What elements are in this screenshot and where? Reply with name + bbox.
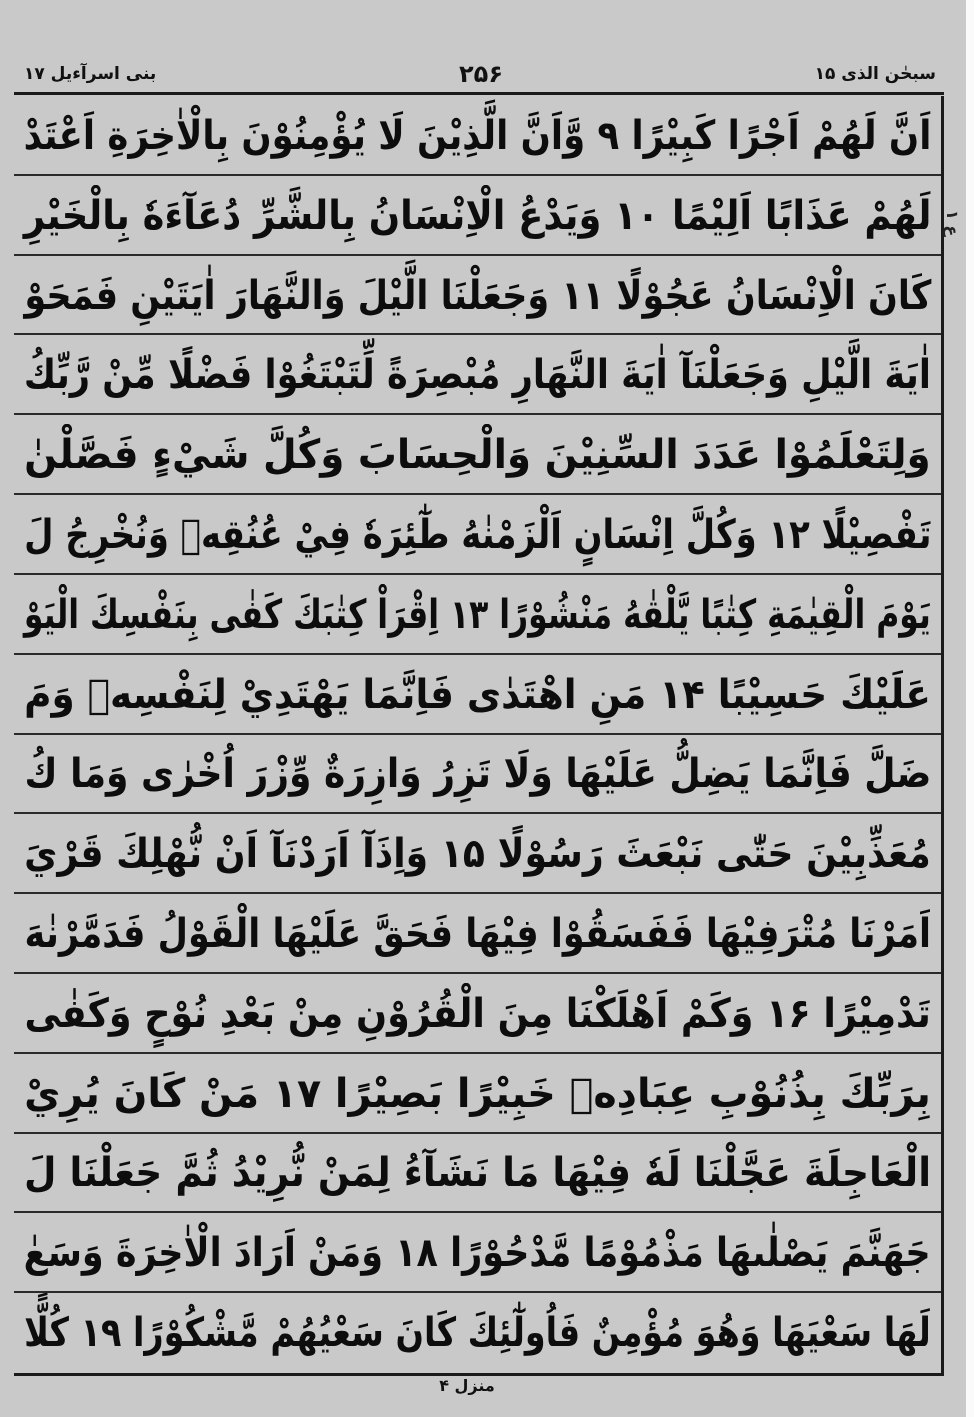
verse-line-4 [14, 335, 941, 415]
verse-line-6 [14, 495, 941, 575]
page-header [18, 60, 944, 90]
verse-text: يَوْمَ الْقِيٰمَةِ كِتٰبًا يَّلْقٰهُ مَنْشُوْرًا ۱۳ اِقْرَاْ كِتٰبَكَ كَفٰى بِنَفْسِكَ الْيَوْ [24, 591, 931, 638]
verse-text: ضَلَّ فَاِنَّمَا يَضِلُّ عَلَيْهَا وَلَا تَزِرُ وَازِرَةٌ وِّزْرَ اُخْرٰى وَمَا كُ [24, 751, 931, 798]
header-rule [14, 92, 944, 95]
verse-line-2 [14, 176, 941, 256]
verse-text: تَدْمِيْرًا ۱۶ وَكَمْ اَهْلَكْنَا مِنَ الْقُرُوْنِ مِنْ بَعْدِ نُوْحٍ وَكَفٰى [24, 990, 931, 1037]
verse-line-13 [14, 1054, 941, 1134]
surah-title: بنی اسرآءیل ۱۷ [24, 64, 157, 84]
verse-line-3 [14, 256, 941, 336]
page-number: ۲۵۶ [459, 60, 503, 88]
verse-line-11 [14, 894, 941, 974]
verse-lines [14, 96, 941, 1373]
verse-line-15 [14, 1213, 941, 1293]
verse-line-10 [14, 814, 941, 894]
verse-line-7 [14, 575, 941, 655]
verse-text: الْعَاجِلَةَ عَجَّلْنَا لَهٗ فِيْهَا مَا نَشَآءُ لِمَنْ نُّرِيْدُ ثُمَّ جَعَلْنَا لَ [23, 1150, 931, 1197]
verse-text: عَلَيْكَ حَسِيْبًا ۱۴ مَنِ اهْتَدٰى فَاِنَّمَا يَهْتَدِيْ لِنَفْسِهٖ وَمَ [24, 671, 931, 718]
verse-text: تَفْصِيْلًا ۱۲ وَكُلَّ اِنْسَانٍ اَلْزَمْنٰهُ طٰٓئِرَهٗ فِيْ عُنُقِهٖ وَنُخْرِجُ لَ [23, 511, 931, 558]
verse-text: بِرَبِّكَ بِذُنُوْبِ عِبَادِهٖ خَبِيْرًا بَصِيْرًا ۱۷ مَنْ كَانَ يُرِيْ [24, 1070, 931, 1117]
verse-text: اٰيَةَ الَّيْلِ وَجَعَلْنَآ اٰيَةَ النَّهَارِ مُبْصِرَةً لِّتَبْتَغُوْا فَضْلًا مِّنْ رَّبِّكُ [23, 352, 931, 399]
verse-text: كَانَ الْاِنْسَانُ عَجُوْلًا ۱۱ وَجَعَلْنَا الَّيْلَ وَالنَّهَارَ اٰيَتَيْنِ فَمَحَوْ [23, 272, 931, 319]
juz-title: سبحٰن الذی ۱۵ [814, 64, 936, 84]
verse-text: وَلِتَعْلَمُوْا عَدَدَ السِّنِيْنَ وَالْحِسَابَ وَكُلَّ شَيْءٍ فَصَّلْنٰ [24, 432, 931, 479]
verse-text: اَنَّ لَهُمْ اَجْرًا كَبِيْرًا ۹ وَّاَنَّ الَّذِيْنَ لَا يُؤْمِنُوْنَ بِالْاٰخِرَةِ اَعْتَدْ [23, 112, 931, 159]
manzil-footer: منزل ۴ [439, 1376, 495, 1395]
verse-text: جَهَنَّمَ يَصْلٰىهَا مَذْمُوْمًا مَّدْحُوْرًا ۱۸ وَمَنْ اَرَادَ الْاٰخِرَةَ وَسَعٰ [23, 1230, 931, 1277]
verse-line-1 [14, 96, 941, 176]
verse-line-16 [14, 1293, 941, 1373]
verse-text: اَمَرْنَا مُتْرَفِيْهَا فَفَسَقُوْا فِيْهَا فَحَقَّ عَلَيْهَا الْقَوْلُ فَدَمَّرْنٰهَ [24, 911, 931, 958]
verse-line-12 [14, 974, 941, 1054]
ruku-marker: ع ۱ [943, 209, 962, 237]
verse-line-9 [14, 735, 941, 815]
verse-line-14 [14, 1134, 941, 1214]
verse-text: مُعَذِّبِيْنَ حَتّٰى نَبْعَثَ رَسُوْلًا ۱۵ وَاِذَآ اَرَدْنَآ اَنْ نُّهْلِكَ قَرْيَ [24, 831, 931, 878]
verse-text: لَهَا سَعْيَهَا وَهُوَ مُؤْمِنٌ فَاُولٰٓئِكَ كَانَ سَعْيُهُمْ مَّشْكُوْرًا ۱۹ كُلًّا [24, 1310, 932, 1357]
verse-line-8 [14, 655, 941, 735]
verse-line-5 [14, 415, 941, 495]
verse-text: لَهُمْ عَذَابًا اَلِيْمًا ۱۰ وَيَدْعُ الْاِنْسَانُ بِالشَّرِّ دُعَآءَهٗ بِالْخَيْرِ [23, 192, 931, 239]
